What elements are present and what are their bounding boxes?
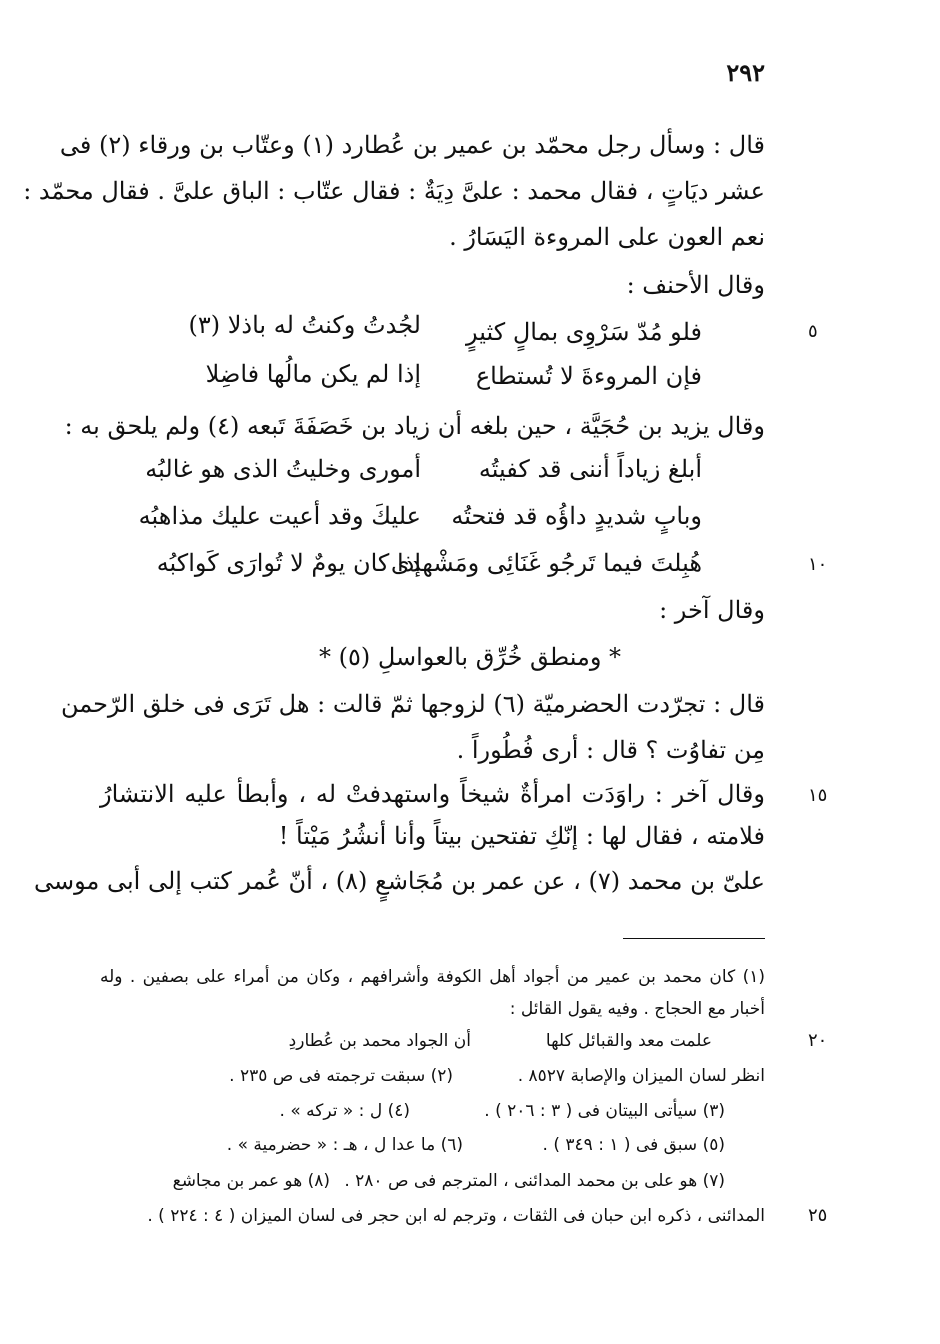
footnote: (٣) سيأتى البيتان فى ( ٣ : ٢٠٦ ) . [484,1101,725,1121]
line-number: ١٥ [808,785,828,806]
text-line: عشر ديَاتٍ ، فقال محمد : علىَّ دِيَةٌ : فقال عتّاب : الباق علىَّ . فقال محمّد : [23,177,765,205]
text-line: وقال يزيد بن حُجَيَّة ، حين بلغه أن زياد بن خَصَفَةَ تَبعه (٤) ولم يلحق به : [64,412,765,440]
footnote: (٤) ل : « تركه » . [279,1101,410,1121]
verse-hemistich: أمورى وخليتُ الذى هو غالبُه [145,455,421,483]
line-number: ٢٥ [808,1205,828,1226]
footnote: (٥) سبق فى ( ١ : ٣٤٩ ) . [542,1135,725,1155]
line-number: ٢٠ [808,1030,828,1051]
text-line: وقال آخر : راوَدَت امرأةٌ شيخاً واستهدفتْ له ، وأبطأ عليه الانتشارُ [100,780,765,808]
text-line: مِن تفاوُت ؟ قال : أرى فُطُوراً . [456,736,765,764]
footnote: أخبار مع الحجاج . وفيه يقول القائل : [509,999,765,1019]
footnote-separator [623,938,765,939]
verse-hemistich: إذا كان يومٌ لا تُوارَى كَواكبُه [156,549,421,577]
verse-fragment: * ومنطق خُرِّق بالعواسلِ (٥) * [318,643,622,671]
footnote-verse: علمت معد والقبائل كلها [545,1031,712,1051]
line-number: ١٠ [808,554,828,575]
line-number: ٥ [808,321,818,342]
footnote: المدائنى ، ذكره ابن حبان فى الثقات ، وترجم له ابن حجر فى لسان الميزان ( ٤ : ٢٢٤ ) . [147,1206,765,1226]
footnote: (٨) هو عمر بن مجاشع [172,1171,330,1191]
verse-hemistich: هُبِلتَ فيما تَرجُو غَنَائِى ومَشْهدى [390,549,702,577]
verse-hemistich: وبابٍ شديدٍ داؤُه قد فتحتُه [451,502,702,530]
text-line: فلامته ، فقال لها : إنّكِ تفتحين بيتاً وأنا أنشُرُ مَيْتاً ! [278,822,765,850]
verse-hemistich: فإن المروءةَ لا تُستطاع [475,362,702,390]
text-line: نعم العون على المروءة اليَسَارُ . [449,223,765,251]
footnote-verse: أن الجواد محمد بن عُطاردِ [288,1031,471,1051]
verse-hemistich: فلو مُدّ سَرْوِى بمالٍ كثيرٍ [466,318,702,346]
text-line: وقال الأحنف : [626,271,765,299]
text-line: قال : تجرّدت الحضرميّة (٦) لزوجها ثمّ قالت : هل تَرَى فى خلق الرّحمن [60,690,765,718]
text-line: قال : وسأل رجل محمّد بن عمير بن عُطارد (١) وعتّاب بن ورقاء (٢) فى [59,131,765,159]
verse-hemistich: أبلغ زياداً أننى قد كفيتُه [478,455,702,483]
footnote: (٢) سبقت ترجمته فى ص ٢٣٥ . [229,1066,453,1086]
text-line: وقال آخر : [659,596,765,624]
footnote: (١) كان محمد بن عمير من أجواد أهل الكوفة وأشرافهم ، وكان من أمراء على بصفين . وله [100,967,765,987]
text-line: علىّ بن محمد (٧) ، عن عمر بن مُجَاشعٍ (٨) ، أنّ عُمر كتب إلى أبى موسى [33,867,765,895]
verse-hemistich: لجُدتُ وكنتُ له باذلا (٣) [188,311,421,339]
verse-hemistich: عليكَ وقد أعيت عليك مذاهبُه [138,502,421,530]
footnote: (٧) هو على بن محمد المدائنى ، المترجم فى ص ٢٨٠ . [344,1171,725,1191]
footnote: (٦) ما عدا ل ، هـ : « حضرمية » . [226,1135,463,1155]
page-number: ٢٩٢ [726,58,765,87]
verse-hemistich: إذا لم يكن مالُها فاضِلا [205,360,421,388]
footnote: انظر لسان الميزان والإصابة ٨٥٢٧ . [517,1066,765,1086]
